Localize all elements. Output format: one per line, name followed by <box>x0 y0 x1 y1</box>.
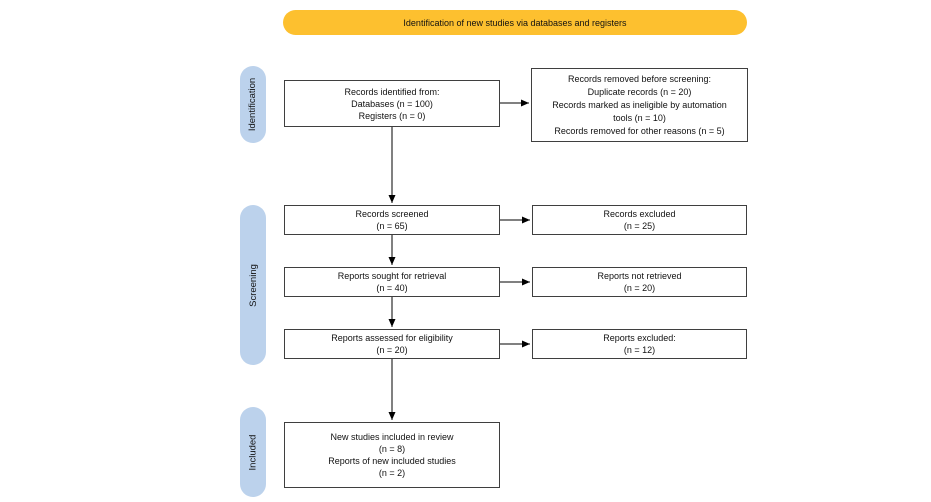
box-text-line: (n = 20) <box>623 283 656 293</box>
stage-label-screening <box>240 205 266 365</box>
box-reports-sought-for-retrieval <box>284 267 500 297</box>
box-new-studies-included <box>284 422 500 488</box>
box-text-line: Reports assessed for eligibility <box>331 333 453 343</box>
box-text-line: (n = 40) <box>376 283 408 293</box>
box-text-line: (n = 12) <box>623 345 656 355</box>
stage-label-included-text: Included <box>247 434 259 470</box>
box-text-line: (n = 20) <box>376 345 408 355</box>
box-text-line: Reports excluded: <box>603 333 676 343</box>
box-text-line: Reports sought for retrieval <box>337 271 447 281</box>
box-text-line: New studies included in review <box>330 432 454 442</box>
box-text-line: Records excluded <box>603 209 676 219</box>
box-records-excluded <box>532 205 747 235</box>
stage-label-screening-text: Screening <box>247 263 259 307</box>
box-records-removed-before-screening <box>531 68 748 142</box>
stage-label-identification <box>240 66 266 143</box>
box-text-line: (n = 65) <box>376 221 408 231</box>
box-records-identified <box>284 80 500 127</box>
box-text-line: Registers (n = 0) <box>358 110 426 121</box>
box-text-line: (n = 25) <box>623 221 656 231</box>
box-reports-not-retrieved <box>532 267 747 297</box>
box-text-line: Records removed before screening: <box>567 73 712 84</box>
box-text-line: Records identified from: <box>344 86 440 97</box>
box-text-line: (n = 8) <box>378 444 406 454</box>
box-text-line: Databases (n = 100) <box>351 98 433 109</box>
banner-identification-of-new-studies: Identification of new studies via databases and registers <box>283 10 747 35</box>
box-reports-excluded <box>532 329 747 359</box>
box-text-line: Records screened <box>355 209 429 219</box>
box-text-line: Records marked as ineligible by automation <box>552 99 727 110</box>
stage-label-identification-text: Identification <box>247 77 259 132</box>
box-text-line: tools (n = 10) <box>613 112 666 123</box>
box-text-line: Records removed for other reasons (n = 5) <box>554 125 725 136</box>
box-text-line: (n = 2) <box>378 468 406 478</box>
stage-label-included <box>240 407 266 497</box>
box-reports-assessed-for-eligibility <box>284 329 500 359</box>
box-text-line: Reports of new included studies <box>328 456 456 466</box>
box-records-screened <box>284 205 500 235</box>
box-text-line: Duplicate records (n = 20) <box>587 86 692 97</box>
box-text-line: Reports not retrieved <box>597 271 682 281</box>
